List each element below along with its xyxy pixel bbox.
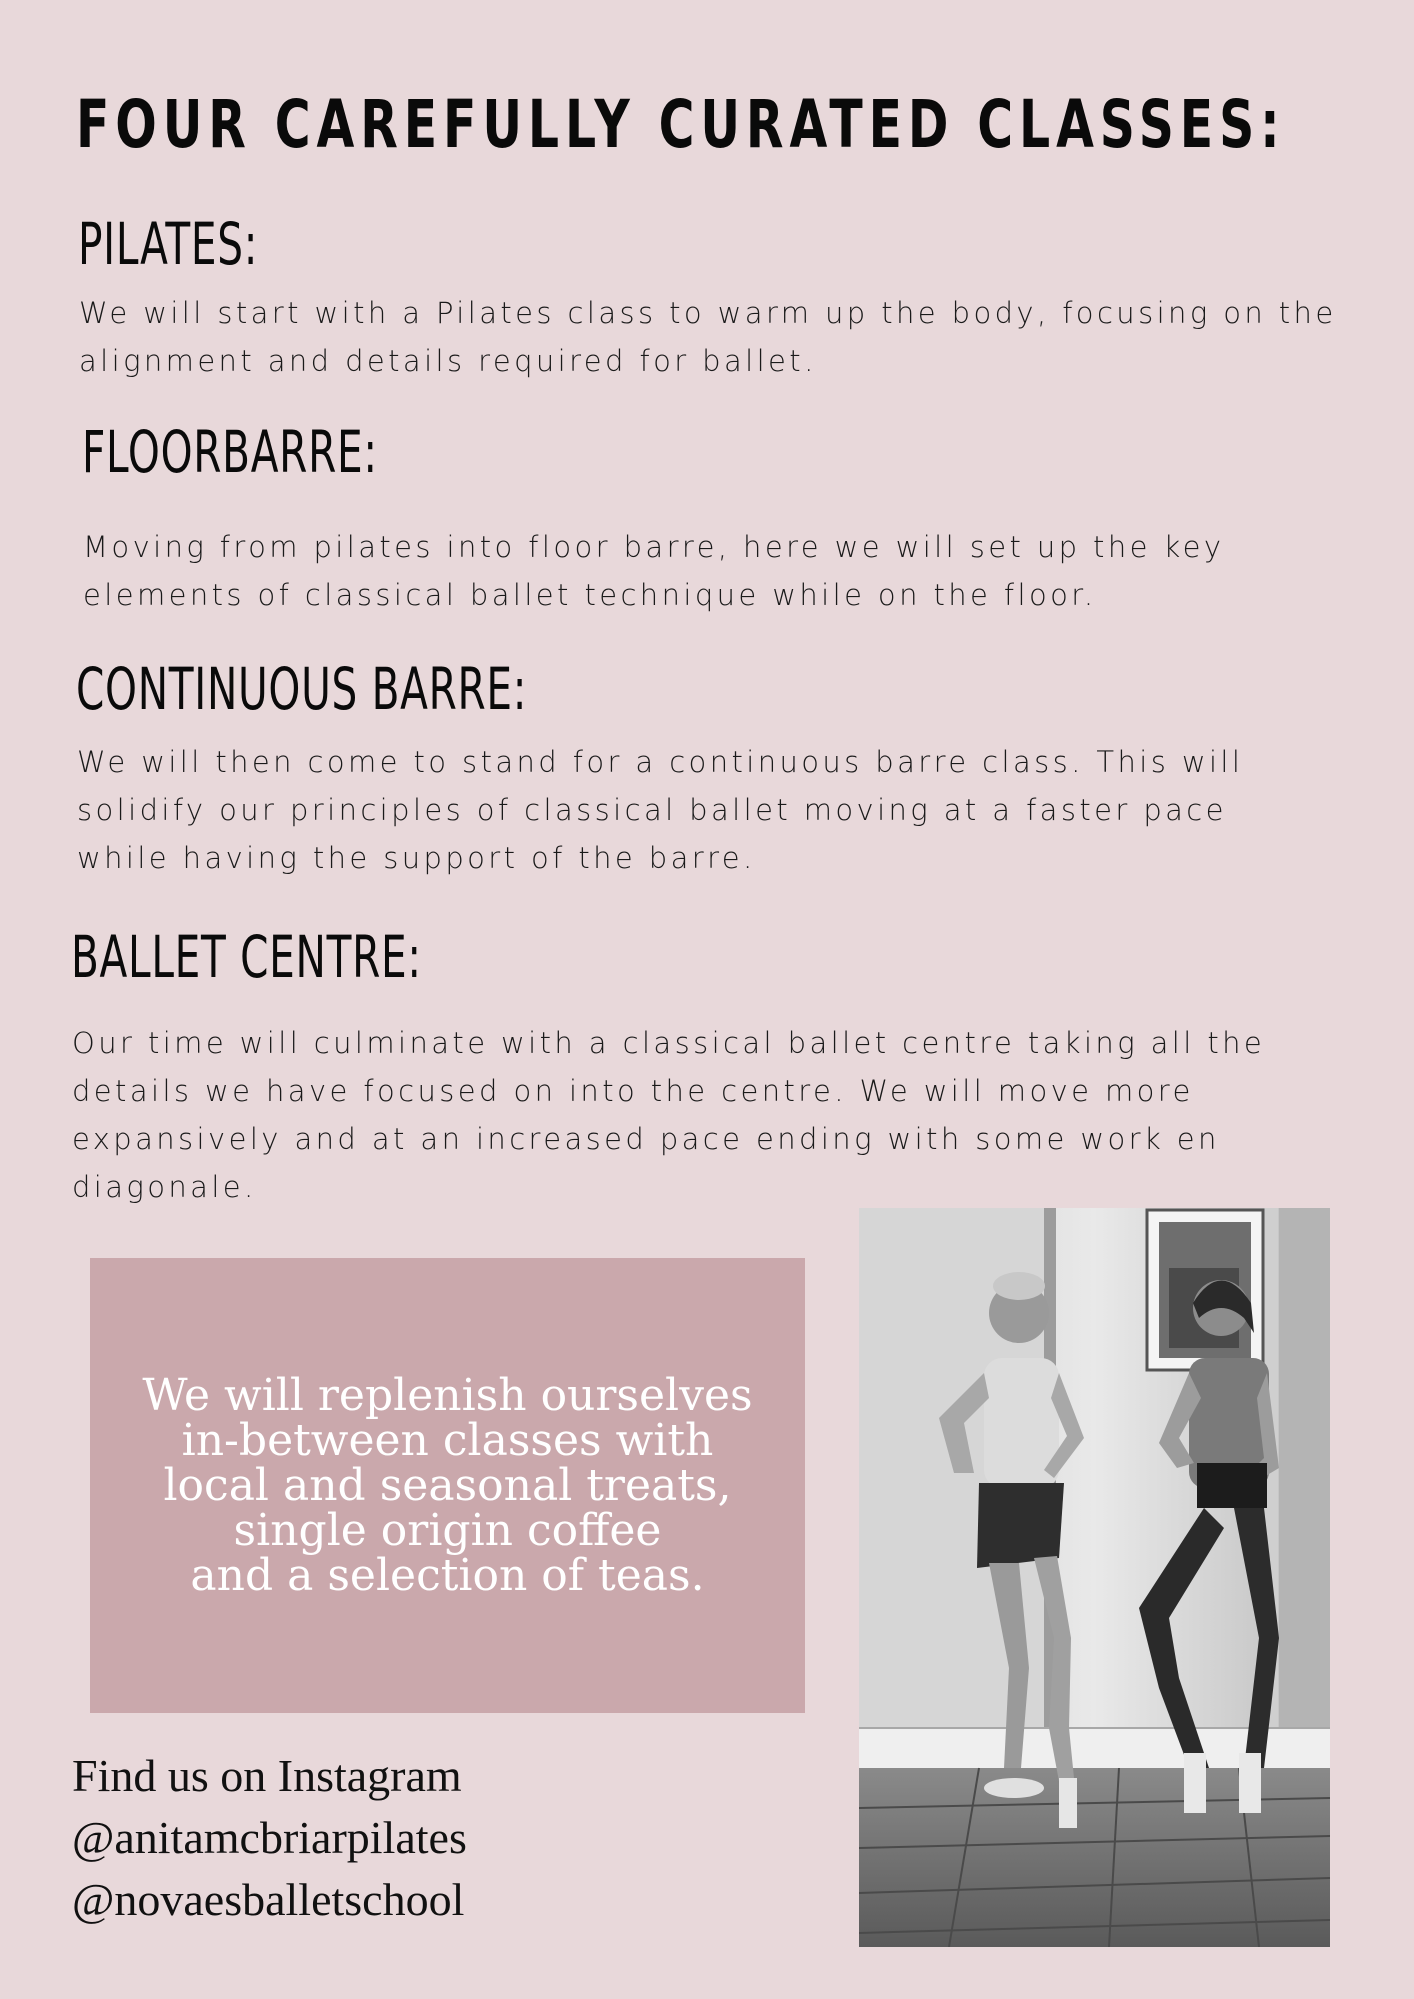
section-line: Moving from pilates into floor barre, here we will set up the key <box>83 530 1225 564</box>
treats-line: single origin coffee <box>233 1505 662 1556</box>
treats-line: We will replenish ourselves <box>142 1370 753 1421</box>
section-line: expansively and at an increased pace ending with some work en <box>72 1122 1220 1156</box>
section-heading-floorbarre: FLOORBARRE: <box>82 418 378 486</box>
section-line: We will start with a Pilates class to warm up the body, focusing on the <box>79 296 1337 330</box>
section-line: Our time will culminate with a classical ballet centre taking all the <box>72 1026 1266 1060</box>
instagram-label: Find us on Instagram <box>72 1750 462 1801</box>
section-line: details we have focused on into the centre. We will move more <box>72 1074 1194 1108</box>
dancers-photo <box>859 1208 1330 1947</box>
instagram-handle[interactable]: @novaesballetschool <box>72 1874 465 1925</box>
section-line: alignment and details required for ballet. <box>79 344 817 378</box>
section-heading-ballet-centre: BALLET CENTRE: <box>71 923 422 991</box>
treats-line: in-between classes with <box>181 1415 714 1466</box>
section-heading-pilates: PILATES: <box>78 210 259 278</box>
treats-callout-box <box>90 1258 805 1713</box>
section-line: diagonale. <box>72 1170 257 1204</box>
instagram-handle[interactable]: @anitamcbriarpilates <box>72 1812 467 1863</box>
section-line: We will then come to stand for a continuous barre class. This will <box>77 745 1244 779</box>
treats-text <box>142 1370 753 1601</box>
section-line: while having the support of the barre. <box>77 841 756 875</box>
treats-line: and a selection of teas. <box>190 1550 705 1601</box>
section-line: elements of classical ballet technique while on the floor. <box>83 578 1097 612</box>
instagram-block <box>72 1745 467 1931</box>
page-title: FOUR CAREFULLY CURATED CLASSES: <box>76 86 1286 163</box>
section-body-floorbarre <box>83 523 1224 619</box>
treats-line: local and seasonal treats, <box>163 1460 732 1511</box>
section-body-ballet-centre <box>72 1019 1265 1211</box>
section-body-pilates <box>79 289 1337 385</box>
section-line: solidify our principles of classical ballet moving at a faster pace <box>77 793 1227 827</box>
section-heading-continuous-barre: CONTINUOUS BARRE: <box>76 655 528 723</box>
section-body-continuous-barre <box>77 738 1243 882</box>
